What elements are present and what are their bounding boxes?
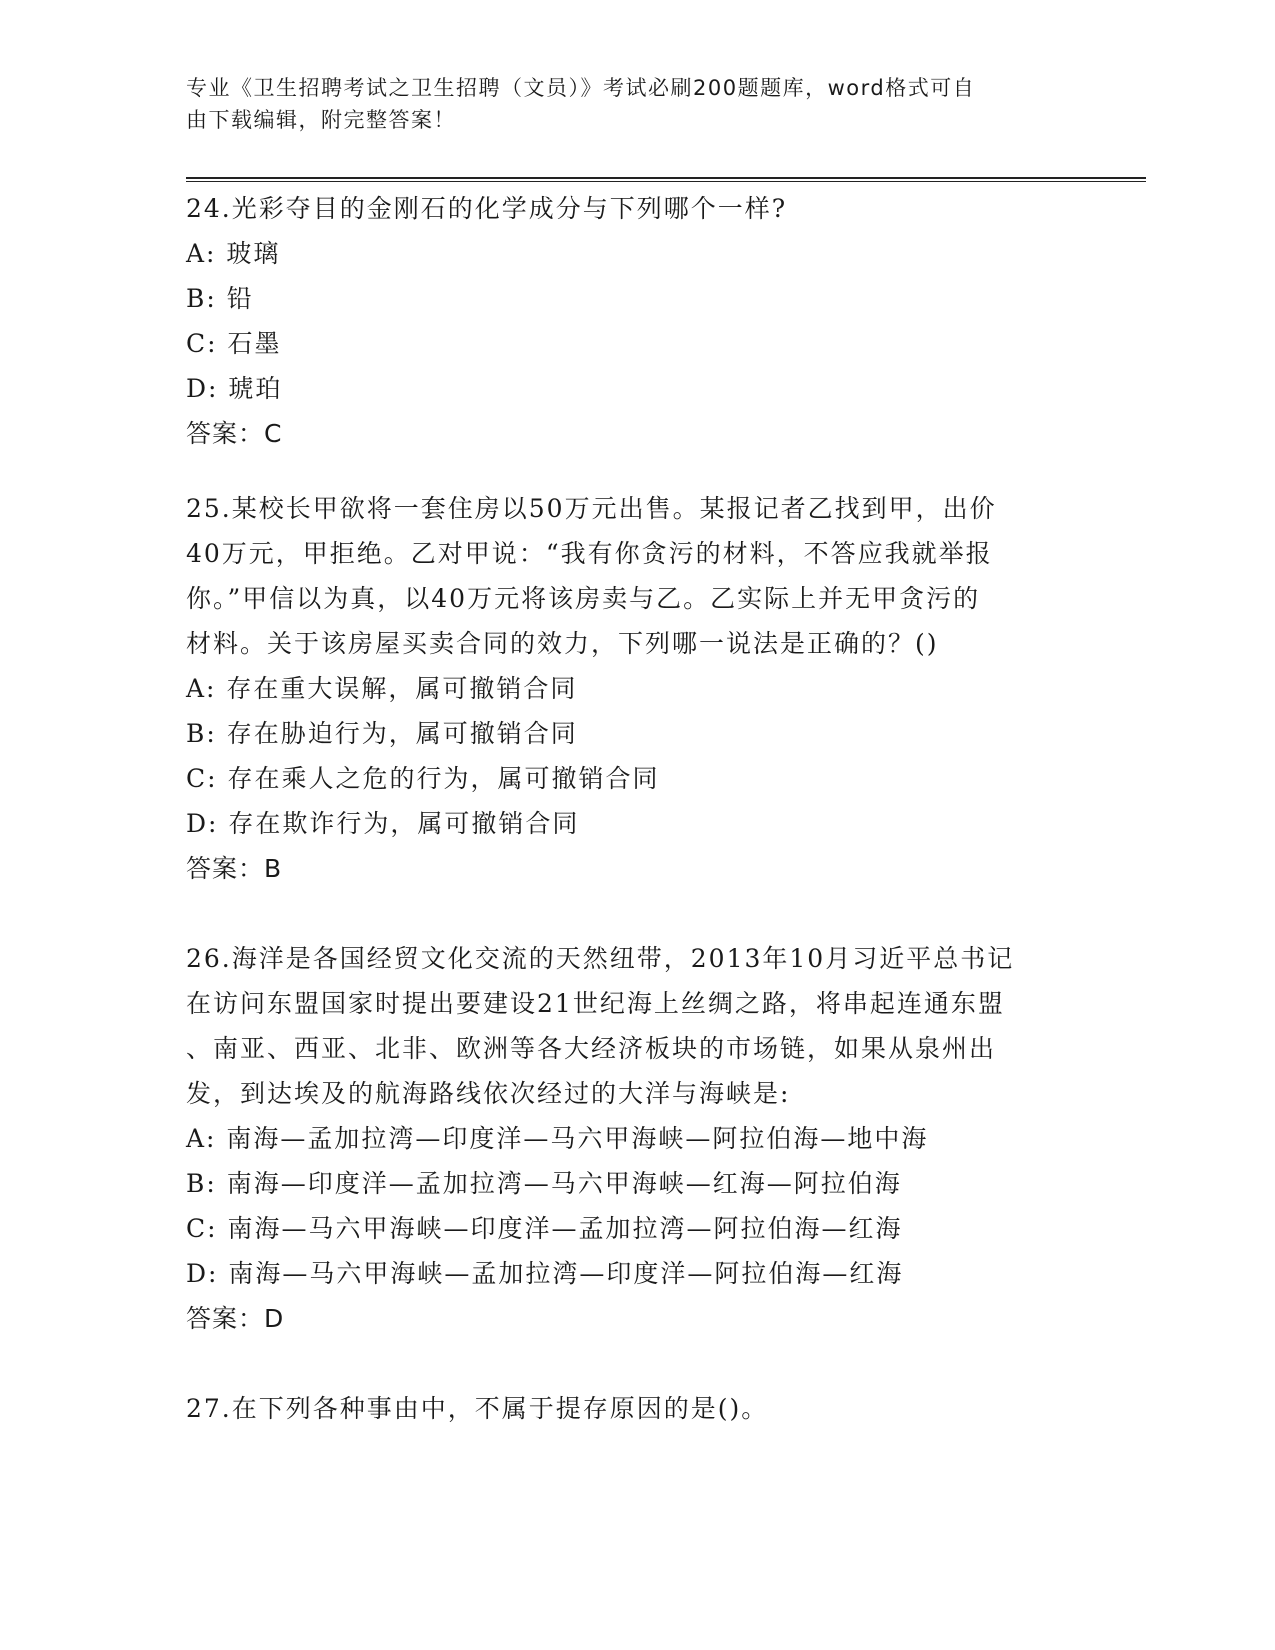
header-divider-thick: [186, 177, 1146, 179]
option-b: B: 南海—印度洋—孟加拉湾—马六甲海峡—红海—阿拉伯海: [186, 1169, 902, 1198]
option-c: C: 存在乘人之危的行为，属可撤销合同: [186, 764, 660, 793]
question-text: 27.在下列各种事由中，不属于提存原因的是()。: [186, 1394, 769, 1423]
question-26: [186, 936, 1066, 1341]
header-divider-thin: [186, 181, 1146, 182]
option-c: C: 南海—马六甲海峡—印度洋—孟加拉湾—阿拉伯海—红海: [186, 1214, 903, 1243]
option-b: B: 存在胁迫行为，属可撤销合同: [186, 719, 578, 748]
answer: 答案：D: [186, 1304, 285, 1333]
question-text-line-1: 25.某校长甲欲将一套住房以50万元出售。某报记者乙找到甲，出价: [186, 494, 997, 523]
question-text-line-4: 材料。关于该房屋买卖合同的效力，下列哪一说法是正确的？(): [186, 629, 939, 658]
answer: 答案：B: [186, 854, 283, 883]
question-24: [186, 186, 1066, 456]
question-text-line-2: 在访问东盟国家时提出要建设21世纪海上丝绸之路，将串起连通东盟: [186, 989, 1005, 1018]
question-25: [186, 486, 1066, 891]
question-text-line-4: 发，到达埃及的航海路线依次经过的大洋与海峡是:: [186, 1079, 791, 1108]
option-a: A: 存在重大误解，属可撤销合同: [186, 674, 578, 703]
option-d: D: 琥珀: [186, 374, 283, 403]
question-text: 24.光彩夺目的金刚石的化学成分与下列哪个一样?: [186, 194, 788, 223]
option-a: A: 南海—孟加拉湾—印度洋—马六甲海峡—阿拉伯海—地中海: [186, 1124, 929, 1153]
question-text-line-2: 40万元，甲拒绝。乙对甲说：“我有你贪污的材料，不答应我就举报: [186, 539, 993, 568]
question-text-line-3: 你。”甲信以为真，以40万元将该房卖与乙。乙实际上并无甲贪污的: [186, 584, 981, 613]
header-line-1: 专业《卫生招聘考试之卫生招聘（文员）》考试必刷200题题库，word格式可自: [186, 76, 976, 100]
header-line-2: 由下载编辑，附完整答案！: [186, 108, 456, 132]
option-d: D: 存在欺诈行为，属可撤销合同: [186, 809, 580, 838]
answer: 答案：C: [186, 419, 283, 448]
option-d: D: 南海—马六甲海峡—孟加拉湾—印度洋—阿拉伯海—红海: [186, 1259, 904, 1288]
question-text-line-1: 26.海洋是各国经贸文化交流的天然纽带，2013年10月习近平总书记: [186, 944, 1015, 973]
question-text-line-3: 、南亚、西亚、北非、欧洲等各大经济板块的市场链，如果从泉州出: [186, 1034, 997, 1063]
question-27: [186, 1386, 1066, 1431]
option-b: B: 铅: [186, 284, 254, 313]
option-a: A: 玻璃: [186, 239, 281, 268]
option-c: C: 石墨: [186, 329, 282, 358]
document-header: [186, 72, 1066, 136]
